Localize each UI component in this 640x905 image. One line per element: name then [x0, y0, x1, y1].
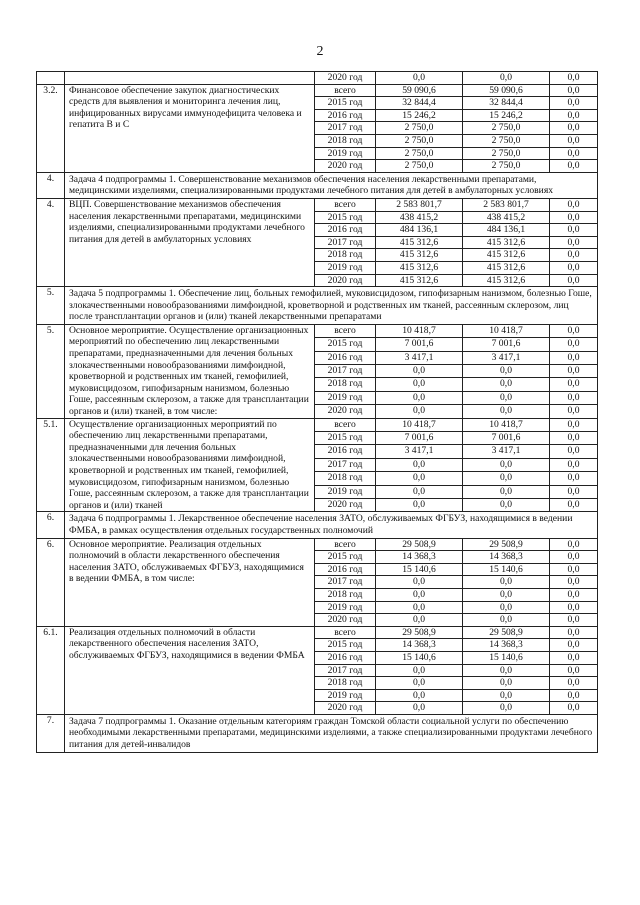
other-cell: 0,0 — [550, 391, 598, 404]
other-cell: 0,0 — [550, 351, 598, 364]
period-cell: 2020 год — [315, 274, 376, 287]
row-number: 5.1. — [37, 418, 65, 512]
period-cell: 2018 год — [315, 378, 376, 391]
other-cell: 0,0 — [550, 601, 598, 614]
regional-budget-cell: 0,0 — [463, 472, 550, 485]
regional-budget-cell: 2 750,0 — [463, 134, 550, 147]
total-cell: 29 508,9 — [376, 538, 463, 551]
item-description: Финансовое обеспечение закупок диагностических средств для выявления и мониторинга лечения лиц, инфицированных вирусами иммунодефицита человека и гепатита В и С — [65, 84, 315, 172]
other-cell: 0,0 — [550, 538, 598, 551]
period-cell: 2015 год — [315, 551, 376, 564]
row-number: 4. — [37, 172, 65, 198]
total-cell: 484 136,1 — [376, 224, 463, 237]
total-cell: 0,0 — [376, 614, 463, 627]
task-row — [37, 287, 598, 325]
total-cell: 0,0 — [376, 576, 463, 589]
regional-budget-cell: 14 368,3 — [463, 639, 550, 652]
total-cell: 0,0 — [376, 588, 463, 601]
total-cell: 0,0 — [376, 72, 463, 85]
period-cell: 2016 год — [315, 563, 376, 576]
period-cell: 2016 год — [315, 109, 376, 122]
period-cell: всего — [315, 626, 376, 639]
period-cell: 2020 год — [315, 72, 376, 85]
total-cell: 0,0 — [376, 689, 463, 702]
regional-budget-cell: 2 750,0 — [463, 160, 550, 173]
other-cell: 0,0 — [550, 405, 598, 418]
regional-budget-cell: 0,0 — [463, 391, 550, 404]
period-cell: 2017 год — [315, 664, 376, 677]
other-cell: 0,0 — [550, 122, 598, 135]
other-cell: 0,0 — [550, 588, 598, 601]
row-number: 6.1. — [37, 626, 65, 714]
item-description: ВЦП. Совершенствование механизмов обеспечения населения лекарственными препаратами, медицинскими изделиями, специализированными продуктами лечебного питания для детей в амбулаторных условиях — [65, 198, 315, 286]
period-cell: 2018 год — [315, 677, 376, 690]
period-cell: 2020 год — [315, 498, 376, 511]
total-cell: 0,0 — [376, 405, 463, 418]
regional-budget-cell: 59 090,6 — [463, 84, 550, 97]
regional-budget-cell: 438 415,2 — [463, 211, 550, 224]
other-cell: 0,0 — [550, 72, 598, 85]
period-cell: 2015 год — [315, 432, 376, 445]
regional-budget-cell: 0,0 — [463, 601, 550, 614]
total-cell: 0,0 — [376, 601, 463, 614]
other-cell: 0,0 — [550, 576, 598, 589]
regional-budget-cell: 32 844,4 — [463, 97, 550, 110]
period-cell: 2019 год — [315, 261, 376, 274]
total-cell: 0,0 — [376, 378, 463, 391]
row-number: 7. — [37, 714, 65, 752]
total-cell: 2 750,0 — [376, 122, 463, 135]
regional-budget-cell: 2 750,0 — [463, 122, 550, 135]
item-description — [65, 72, 315, 85]
other-cell: 0,0 — [550, 702, 598, 715]
other-cell: 0,0 — [550, 365, 598, 378]
regional-budget-cell: 7 001,6 — [463, 432, 550, 445]
regional-budget-cell: 10 418,7 — [463, 418, 550, 431]
total-cell: 0,0 — [376, 458, 463, 471]
period-cell: всего — [315, 198, 376, 211]
period-cell: 2020 год — [315, 160, 376, 173]
total-cell: 10 418,7 — [376, 418, 463, 431]
regional-budget-cell: 0,0 — [463, 677, 550, 690]
period-cell: 2019 год — [315, 391, 376, 404]
regional-budget-cell: 15 140,6 — [463, 651, 550, 664]
total-cell: 15 246,2 — [376, 109, 463, 122]
period-cell: 2017 год — [315, 576, 376, 589]
total-cell: 415 312,6 — [376, 261, 463, 274]
total-cell: 14 368,3 — [376, 639, 463, 652]
regional-budget-cell: 0,0 — [463, 576, 550, 589]
table-row — [37, 72, 598, 85]
period-cell: 2017 год — [315, 365, 376, 378]
regional-budget-cell: 29 508,9 — [463, 538, 550, 551]
regional-budget-cell: 15 140,6 — [463, 563, 550, 576]
task-row — [37, 512, 598, 538]
other-cell: 0,0 — [550, 134, 598, 147]
period-cell: 2018 год — [315, 134, 376, 147]
regional-budget-cell: 0,0 — [463, 498, 550, 511]
period-cell: 2016 год — [315, 445, 376, 458]
table-row — [37, 84, 598, 97]
other-cell: 0,0 — [550, 485, 598, 498]
regional-budget-cell: 15 246,2 — [463, 109, 550, 122]
regional-budget-cell: 484 136,1 — [463, 224, 550, 237]
period-cell: 2015 год — [315, 338, 376, 351]
other-cell: 0,0 — [550, 677, 598, 690]
total-cell: 2 583 801,7 — [376, 198, 463, 211]
other-cell: 0,0 — [550, 249, 598, 262]
total-cell: 59 090,6 — [376, 84, 463, 97]
total-cell: 0,0 — [376, 664, 463, 677]
other-cell: 0,0 — [550, 236, 598, 249]
total-cell: 0,0 — [376, 677, 463, 690]
other-cell: 0,0 — [550, 198, 598, 211]
other-cell: 0,0 — [550, 261, 598, 274]
regional-budget-cell: 0,0 — [463, 365, 550, 378]
total-cell: 2 750,0 — [376, 160, 463, 173]
total-cell: 15 140,6 — [376, 563, 463, 576]
total-cell: 0,0 — [376, 702, 463, 715]
regional-budget-cell: 2 750,0 — [463, 147, 550, 160]
period-cell: 2019 год — [315, 147, 376, 160]
regional-budget-cell: 2 583 801,7 — [463, 198, 550, 211]
regional-budget-cell: 0,0 — [463, 614, 550, 627]
total-cell: 14 368,3 — [376, 551, 463, 564]
total-cell: 29 508,9 — [376, 626, 463, 639]
total-cell: 15 140,6 — [376, 651, 463, 664]
item-description: Основное мероприятие. Осуществление организационных мероприятий по обеспечению лиц лекарственными препаратами, предназначенными для лечения больных злокачественными новообразованиями лимфоидной, кроветворной и родственных им тканей, гемофилией, муковисцидозом, гипофизарным нанизмом, болезнью Гоше, рассеянным склерозом, а также для трансплантации органов и (или) тканей, в том числе: — [65, 324, 315, 418]
period-cell: 2018 год — [315, 588, 376, 601]
total-cell: 0,0 — [376, 391, 463, 404]
item-description: Осуществление организационных мероприятий по обеспечению лиц лекарственными препаратами, предназначенными для лечения больных злокачественными новообразованиями лимфоидной, кроветворной и родственных им тканей, гемофилией, муковисцидозом, гипофизарным нанизмом, болезнью Гоше, рассеянным склерозом, а также для трансплантации органов и (или) тканей — [65, 418, 315, 512]
regional-budget-cell: 0,0 — [463, 588, 550, 601]
task-text: Задача 6 подпрограммы 1. Лекарственное обеспечение населения ЗАТО, обслуживаемых ФГБУЗ, находящимися в ведении ФМБА, в рамках осуществления отдельных государственных полномочий — [65, 512, 598, 538]
period-cell: 2016 год — [315, 351, 376, 364]
period-cell: 2020 год — [315, 702, 376, 715]
page-number: 2 — [316, 44, 324, 59]
task-row — [37, 714, 598, 752]
period-cell: 2017 год — [315, 458, 376, 471]
row-number: 6. — [37, 538, 65, 626]
period-cell: 2019 год — [315, 601, 376, 614]
regional-budget-cell: 7 001,6 — [463, 338, 550, 351]
other-cell: 0,0 — [550, 445, 598, 458]
total-cell: 2 750,0 — [376, 134, 463, 147]
regional-budget-cell: 0,0 — [463, 485, 550, 498]
total-cell: 0,0 — [376, 485, 463, 498]
other-cell: 0,0 — [550, 563, 598, 576]
other-cell: 0,0 — [550, 626, 598, 639]
item-description: Реализация отдельных полномочий в области лекарственного обеспечения населения ЗАТО, обслуживаемых ФГБУЗ, находящимися в ведении ФМБА — [65, 626, 315, 714]
other-cell: 0,0 — [550, 84, 598, 97]
other-cell: 0,0 — [550, 614, 598, 627]
period-cell: 2018 год — [315, 472, 376, 485]
period-cell: 2020 год — [315, 405, 376, 418]
regional-budget-cell: 415 312,6 — [463, 261, 550, 274]
table-row — [37, 324, 598, 337]
total-cell: 0,0 — [376, 365, 463, 378]
other-cell: 0,0 — [550, 211, 598, 224]
other-cell: 0,0 — [550, 498, 598, 511]
task-row — [37, 172, 598, 198]
period-cell: всего — [315, 84, 376, 97]
row-number: 5. — [37, 287, 65, 325]
other-cell: 0,0 — [550, 689, 598, 702]
period-cell: всего — [315, 538, 376, 551]
period-cell: 2015 год — [315, 97, 376, 110]
total-cell: 7 001,6 — [376, 338, 463, 351]
regional-budget-cell: 415 312,6 — [463, 249, 550, 262]
period-cell: всего — [315, 324, 376, 337]
regional-budget-cell: 0,0 — [463, 72, 550, 85]
regional-budget-cell: 29 508,9 — [463, 626, 550, 639]
table-row — [37, 626, 598, 639]
total-cell: 3 417,1 — [376, 351, 463, 364]
total-cell: 3 417,1 — [376, 445, 463, 458]
total-cell: 415 312,6 — [376, 236, 463, 249]
other-cell: 0,0 — [550, 432, 598, 445]
other-cell: 0,0 — [550, 651, 598, 664]
other-cell: 0,0 — [550, 664, 598, 677]
regional-budget-cell: 0,0 — [463, 702, 550, 715]
period-cell: 2020 год — [315, 614, 376, 627]
period-cell: всего — [315, 418, 376, 431]
regional-budget-cell: 0,0 — [463, 664, 550, 677]
total-cell: 10 418,7 — [376, 324, 463, 337]
total-cell: 438 415,2 — [376, 211, 463, 224]
row-number: 4. — [37, 198, 65, 286]
row-number: 3.2. — [37, 84, 65, 172]
regional-budget-cell: 10 418,7 — [463, 324, 550, 337]
other-cell: 0,0 — [550, 97, 598, 110]
other-cell: 0,0 — [550, 458, 598, 471]
total-cell: 7 001,6 — [376, 432, 463, 445]
row-number — [37, 72, 65, 85]
period-cell: 2017 год — [315, 122, 376, 135]
task-text: Задача 7 подпрограммы 1. Оказание отдельным категориям граждан Томской области социальной услуги по обеспечению необходимыми лекарственными препаратами, медицинскими изделиями, а также специализированными продуктами лечебного питания для детей-инвалидов — [65, 714, 598, 752]
regional-budget-cell: 0,0 — [463, 689, 550, 702]
other-cell: 0,0 — [550, 324, 598, 337]
period-cell: 2019 год — [315, 689, 376, 702]
period-cell: 2016 год — [315, 651, 376, 664]
other-cell: 0,0 — [550, 551, 598, 564]
total-cell: 2 750,0 — [376, 147, 463, 160]
period-cell: 2015 год — [315, 639, 376, 652]
regional-budget-cell: 0,0 — [463, 405, 550, 418]
other-cell: 0,0 — [550, 160, 598, 173]
other-cell: 0,0 — [550, 274, 598, 287]
task-text: Задача 5 подпрограммы 1. Обеспечение лиц, больных гемофилией, муковисцидозом, гипофизарным нанизмом, болезнью Гоше, злокачественными новообразованиями лимфоидной, кроветворной и родственных им тканей, рассеянным склерозом, лиц после трансплантации органов и (или) тканей лекарственными препаратами — [65, 287, 598, 325]
total-cell: 32 844,4 — [376, 97, 463, 110]
table-row — [37, 198, 598, 211]
period-cell: 2019 год — [315, 485, 376, 498]
period-cell: 2017 год — [315, 236, 376, 249]
total-cell: 415 312,6 — [376, 249, 463, 262]
other-cell: 0,0 — [550, 224, 598, 237]
other-cell: 0,0 — [550, 418, 598, 431]
period-cell: 2015 год — [315, 211, 376, 224]
regional-budget-cell: 0,0 — [463, 378, 550, 391]
regional-budget-cell: 3 417,1 — [463, 351, 550, 364]
table-row — [37, 538, 598, 551]
total-cell: 415 312,6 — [376, 274, 463, 287]
row-number: 6. — [37, 512, 65, 538]
other-cell: 0,0 — [550, 472, 598, 485]
regional-budget-cell: 14 368,3 — [463, 551, 550, 564]
item-description: Основное мероприятие. Реализация отдельных полномочий в области лекарственного обеспечения населения ЗАТО, обслуживаемых ФГБУЗ, находящимися в ведении ФМБА, в том числе: — [65, 538, 315, 626]
row-number: 5. — [37, 324, 65, 418]
task-text: Задача 4 подпрограммы 1. Совершенствование механизмов обеспечения населения лекарственными препаратами, медицинскими изделиями, специализированными продуктами лечебного питания для детей в амбулаторных условиях — [65, 172, 598, 198]
total-cell: 0,0 — [376, 498, 463, 511]
period-cell: 2018 год — [315, 249, 376, 262]
regional-budget-cell: 415 312,6 — [463, 236, 550, 249]
other-cell: 0,0 — [550, 639, 598, 652]
other-cell: 0,0 — [550, 109, 598, 122]
other-cell: 0,0 — [550, 338, 598, 351]
table-row — [37, 418, 598, 431]
regional-budget-cell: 3 417,1 — [463, 445, 550, 458]
regional-budget-cell: 0,0 — [463, 458, 550, 471]
period-cell: 2016 год — [315, 224, 376, 237]
other-cell: 0,0 — [550, 378, 598, 391]
budget-table — [36, 71, 598, 753]
other-cell: 0,0 — [550, 147, 598, 160]
regional-budget-cell: 415 312,6 — [463, 274, 550, 287]
total-cell: 0,0 — [376, 472, 463, 485]
